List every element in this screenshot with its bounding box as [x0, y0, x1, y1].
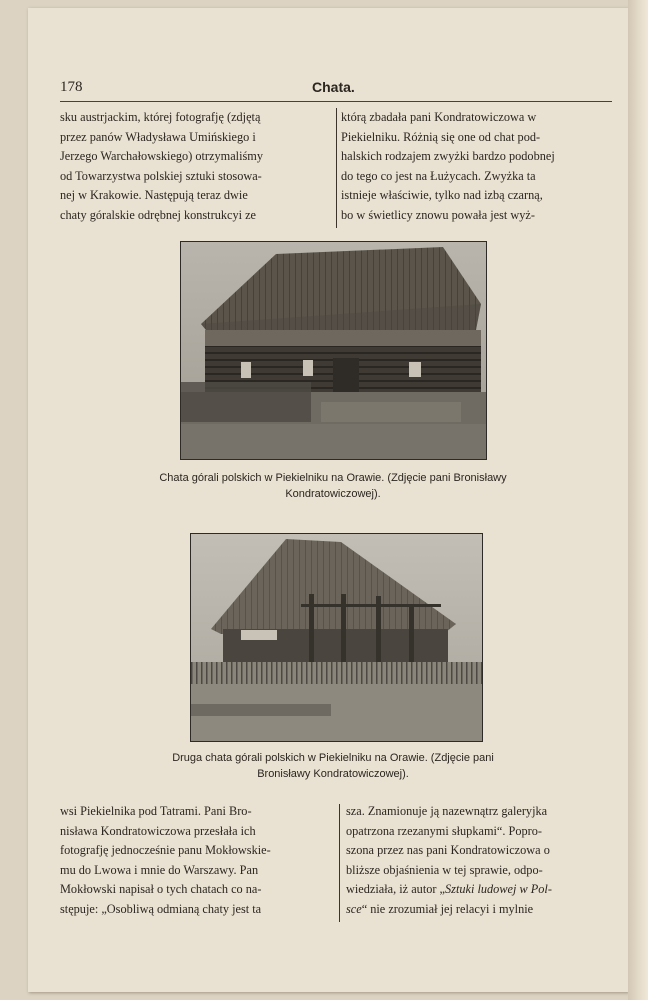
book-title-italic: Sztuki ludowej w Pol- [445, 882, 552, 897]
text-fragment: “ nie zrozumiał jej relacyi i mylnie [361, 901, 534, 916]
caption-line: Bronisławy Kondratowiczowej). [257, 768, 409, 780]
header-rule [60, 101, 612, 102]
text-line: Mokłowski napisał o tych chatach co na- [60, 882, 262, 897]
text-line: szona przez nas pani Kondratowiczowa o [346, 843, 550, 858]
text-column-top-left [60, 108, 332, 226]
figure-caption-2 [118, 750, 548, 782]
text-line: sku austrjackim, której fotografję (zdjętą [60, 110, 261, 124]
text-line: mu do Lwowa i mnie do Warszawy. Pan [60, 862, 259, 877]
running-title: Chata. [312, 79, 355, 95]
caption-line: Kondratowiczowej). [285, 488, 381, 500]
page-header [60, 79, 620, 99]
text-column-top-right [341, 108, 611, 226]
text-line [346, 900, 612, 920]
text-line: chaty góralskie odrębnej konstrukcyi ze [60, 207, 256, 222]
text-line: halskich rodzajem zwyżki bardzo podobnej [341, 149, 555, 164]
text-line: opatrzona rzezanymi słupkami“. Popro- [346, 823, 542, 838]
text-line: nisława Kondratowiczowa przesłała ich [60, 823, 256, 838]
text-line: istnieje właściwie, tylko nad izbą czarną, [341, 188, 543, 203]
cottage-2-illustration [191, 534, 482, 741]
figure-caption-1 [108, 470, 558, 502]
book-title-italic: sce [346, 901, 362, 916]
column-divider [339, 804, 340, 922]
text-line: fotografję jednocześnie panu Mokłowskie- [60, 843, 271, 858]
text-fragment: wiedziała, iż autor „ [346, 882, 446, 897]
text-line: przez panów Władysława Umińskiego i [60, 129, 256, 144]
text-line: wsi Piekielnika pod Tatrami. Pani Bro- [60, 804, 252, 818]
text-line: od Towarzystwa polskiej sztuki stosowa- [60, 168, 262, 183]
text-line: Piekielniku. Różnią się one od chat pod- [341, 129, 541, 144]
text-line [346, 880, 612, 900]
caption-line: Chata górali polskich w Piekielniku na Orawie. (Zdjęcie pani Bronisławy [159, 472, 507, 484]
text-line: którą zbadała pani Kondratowiczowa w [341, 110, 537, 124]
text-column-bottom-right [346, 802, 612, 920]
photo-cottage-1 [180, 241, 487, 460]
column-divider [336, 108, 337, 228]
caption-line: Druga chata górali polskich w Piekielniku na Orawie. (Zdjęcie pani [172, 752, 494, 764]
text-column-bottom-left [60, 802, 333, 920]
text-line: bo w świetlicy znowu powała jest wyż- [341, 207, 535, 222]
page-edge [628, 0, 648, 1000]
text-line: sza. Znamionuje ją nazewnątrz galeryjka [346, 804, 548, 818]
text-line: do tego co jest na Łużycach. Zwyżka ta [341, 168, 536, 183]
text-line: nej w Krakowie. Następują teraz dwie [60, 188, 248, 203]
text-line: bliższe objaśnienia w tej sprawie, odpo- [346, 862, 543, 877]
page-number: 178 [60, 79, 83, 95]
text-line: stępuje: „Osobliwą odmianą chaty jest ta [60, 901, 262, 916]
photo-cottage-2 [190, 533, 483, 742]
cottage-1-illustration [181, 242, 486, 459]
text-line: Jerzego Warchałowskiego) otrzymaliśmy [60, 149, 263, 164]
